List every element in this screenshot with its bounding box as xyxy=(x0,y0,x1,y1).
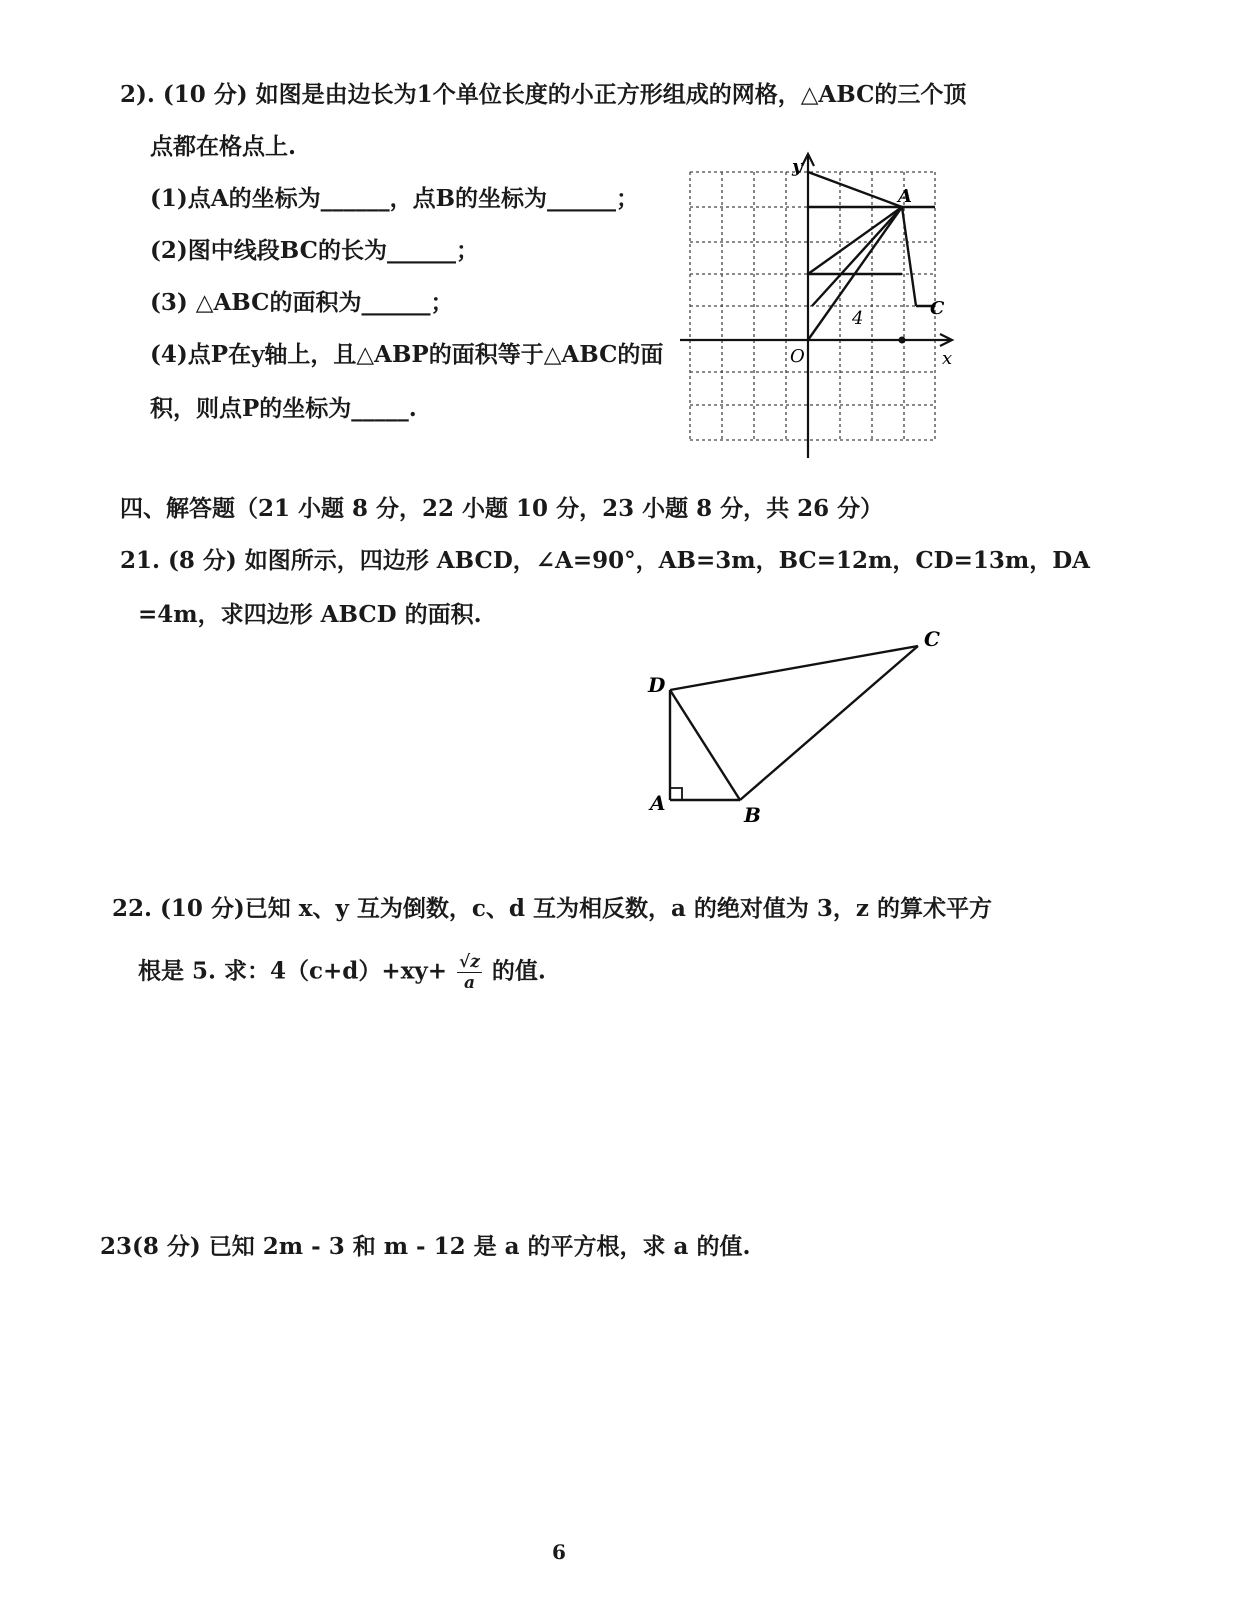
section-4-heading: 四、解答题（21 小题 8 分，22 小题 10 分，23 小题 8 分，共 26 分） xyxy=(120,495,884,522)
right-angle-mark xyxy=(670,788,682,800)
grid-point-dot xyxy=(899,337,906,344)
vertex-d-label: D xyxy=(648,673,666,697)
handwritten-mark: 4 xyxy=(852,308,864,329)
q21-line2: =4m，求四边形 ABCD 的面积. xyxy=(138,601,482,628)
q21-quadrilateral-figure xyxy=(640,620,970,850)
y-axis-label: y xyxy=(792,156,803,177)
diagonal-db xyxy=(670,690,740,800)
origin-label: O xyxy=(790,346,805,367)
x-axis-label: x xyxy=(942,348,953,369)
q20-part1: (1)点A的坐标为______，点B的坐标为______； xyxy=(150,185,640,212)
fraction-denominator: a xyxy=(463,973,475,993)
q20-part4-a: (4)点P在y轴上，且△ABP的面积等于△ABC的面 xyxy=(150,341,664,368)
q23-line1: 23(8 分) 已知 2m - 3 和 m - 12 是 a 的平方根，求 a 的值. xyxy=(100,1233,751,1260)
q22-expression-suffix: 的值. xyxy=(491,957,546,985)
vertex-a-label: A xyxy=(650,791,666,815)
page-number: 6 xyxy=(552,1540,566,1564)
q22-line2 xyxy=(138,952,546,993)
q20-grid-figure xyxy=(680,150,980,470)
q22-fraction xyxy=(457,952,482,993)
q20-header: 2). (10 分) 如图是由边长为1个单位长度的小正方形组成的网格，△ABC的三个顶 xyxy=(120,81,967,108)
q20-header-cont: 点都在格点上. xyxy=(150,133,297,160)
q21-line1: 21. (8 分) 如图所示，四边形 ABCD，∠A=90°，AB=3m，BC=12m，CD=13m，DA xyxy=(120,547,1091,574)
q20-part3: (3) △ABC的面积为______； xyxy=(150,289,454,316)
side-cd xyxy=(670,646,918,690)
q22-line1: 22. (10 分)已知 x、y 互为倒数，c、d 互为相反数，a 的绝对值为 3，z 的算术平方 xyxy=(112,895,992,922)
point-c-label: C xyxy=(930,298,945,319)
fraction-numerator: √z xyxy=(459,952,480,972)
q22-expression-prefix: 根是 5. 求：4（c+d）+xy+ xyxy=(138,957,448,985)
vertex-b-label: B xyxy=(744,803,761,827)
q20-part2: (2)图中线段BC的长为______； xyxy=(150,237,479,264)
vertex-c-label: C xyxy=(924,627,940,651)
point-a-label: A xyxy=(898,186,912,207)
q20-part4-b: 积，则点P的坐标为_____. xyxy=(150,395,417,422)
side-bc xyxy=(740,646,918,800)
